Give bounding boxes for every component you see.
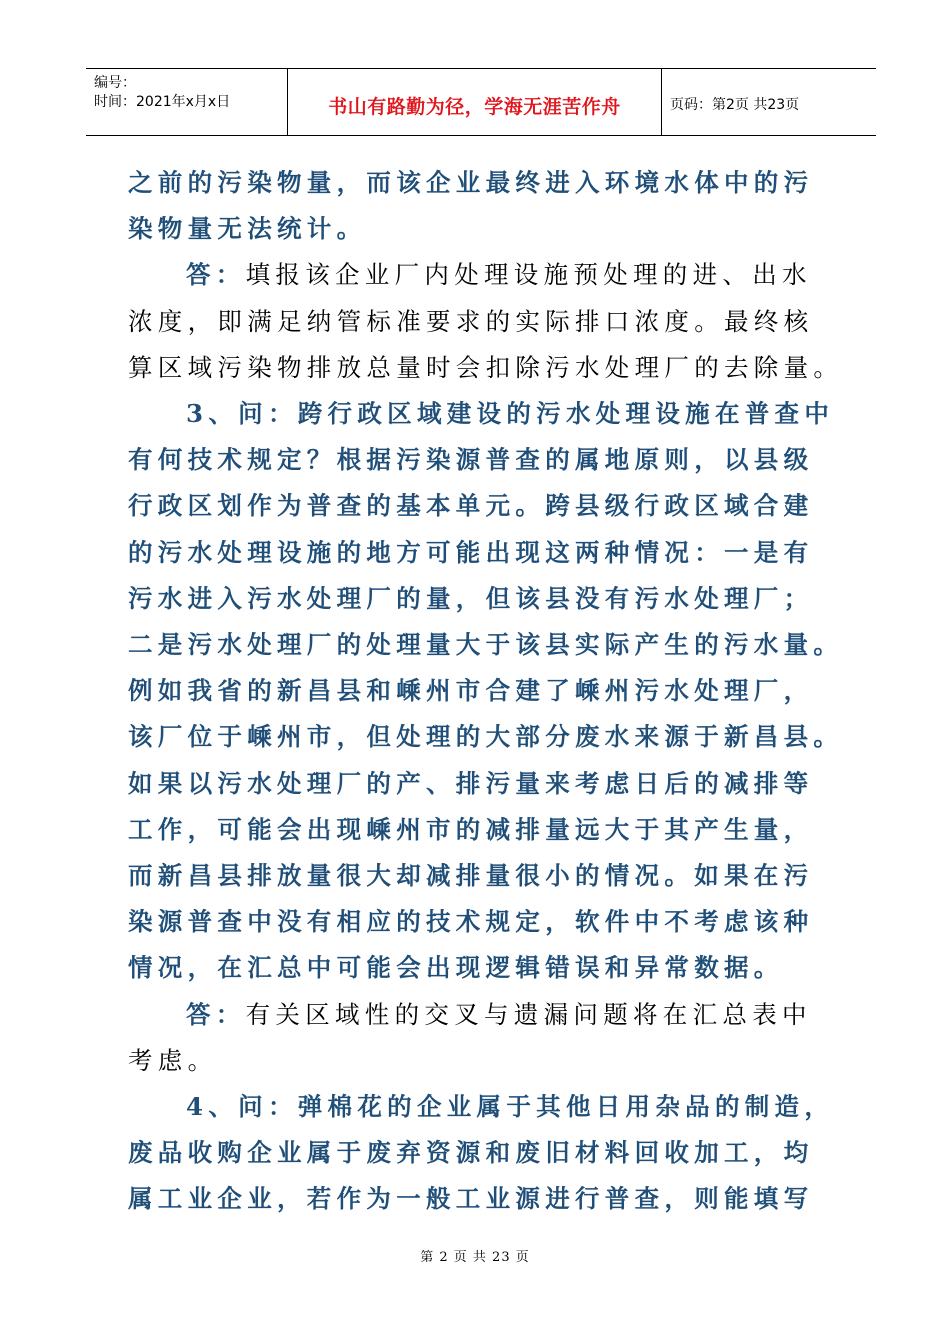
question-line [128,714,844,760]
question-line [128,622,844,668]
line-text: 属工业企业，若作为一般工业源进行普查，则能填写 [128,1184,814,1214]
document-number-label: 编号： [94,75,136,91]
line-text: 之前的污染物量，而该企业最终进入环境水体中的污 [128,168,814,197]
header-page-cell [662,69,876,135]
question-line [128,853,838,899]
line-text: 的污水处理设施的地方可能出现这两种情况：一是有 [128,537,814,567]
question-line [128,1084,838,1130]
answer-line [128,252,838,298]
header-meta-cell [86,69,288,135]
line-text: 填报该企业厂内处理设施预处理的进、出水 [245,260,812,290]
page-footer: 第 2 页 共 23 页 [420,1250,530,1265]
body-text [128,160,844,1223]
question-line [128,807,838,853]
line-text: 该厂位于嵊州市，但处理的大部分废水来源于新昌县。 [128,722,844,752]
question-line [128,899,838,945]
question-line [128,945,838,991]
page-header [86,68,876,136]
question-line [128,530,838,576]
answer-label: 答： [186,999,246,1029]
question-line [128,483,838,529]
header-page-info: 页码：第2页 共23页 [670,97,800,113]
question-line [128,668,838,714]
question-line [128,391,838,437]
question-line [128,206,838,252]
answer-line [128,345,844,391]
question-line [128,1130,838,1176]
line-text: 情况，在汇总中可能会出现逻辑错误和异常数据。 [128,953,784,983]
answer-line [128,992,838,1038]
line-text: 4、问：弹棉花的企业属于其他日用杂品的制造， [186,1092,835,1122]
question-line [128,160,838,206]
line-text: 3、问：跨行政区域建设的污水处理设施在普查中 [186,399,835,429]
header-motto-cell [288,69,662,135]
line-text: 浓度，即满足纳管标准要求的实际排口浓度。最终核 [128,306,814,336]
line-text: 污水进入污水处理厂的量，但该县没有污水处理厂； [128,583,814,613]
answer-line [128,1038,838,1084]
line-text: 例如我省的新昌县和嵊州市合建了嵊州污水处理厂， [128,676,814,706]
line-text: 工作，可能会出现嵊州市的减排量远大于其产生量， [128,814,814,844]
line-text: 考虑。 [128,1045,218,1075]
line-text: 染物量无法统计。 [128,214,367,244]
answer-line [128,299,838,345]
line-text: 染源普查中没有相应的技术规定，软件中不考虑该种 [128,907,814,937]
document-time-label: 时间：2021年x月x日 [94,94,231,110]
line-text: 算区域污染物排放总量时会扣除污水处理厂的去除量。 [128,352,844,382]
question-line [128,437,838,483]
line-text: 有何技术规定？根据污染源普查的属地原则，以县级 [128,445,814,475]
line-text: 行政区划作为普查的基本单元。跨县级行政区域合建 [128,491,814,521]
line-text: 有关区域性的交叉与遗漏问题将在汇总表中 [245,999,812,1029]
question-line [128,761,838,807]
line-text: 废品收购企业属于废弃资源和废旧材料回收加工，均 [128,1138,814,1168]
header-motto: 书山有路勤为径，学海无涯苦作舟 [328,96,621,118]
question-line [128,1176,838,1222]
answer-label: 答： [186,260,246,290]
line-text: 二是污水处理厂的处理量大于该县实际产生的污水量。 [128,630,844,660]
question-line [128,576,838,622]
line-text: 如果以污水处理厂的产、排污量来考虑日后的减排等 [128,768,814,798]
line-text: 而新昌县排放量很大却减排量很小的情况。如果在污 [128,861,814,891]
